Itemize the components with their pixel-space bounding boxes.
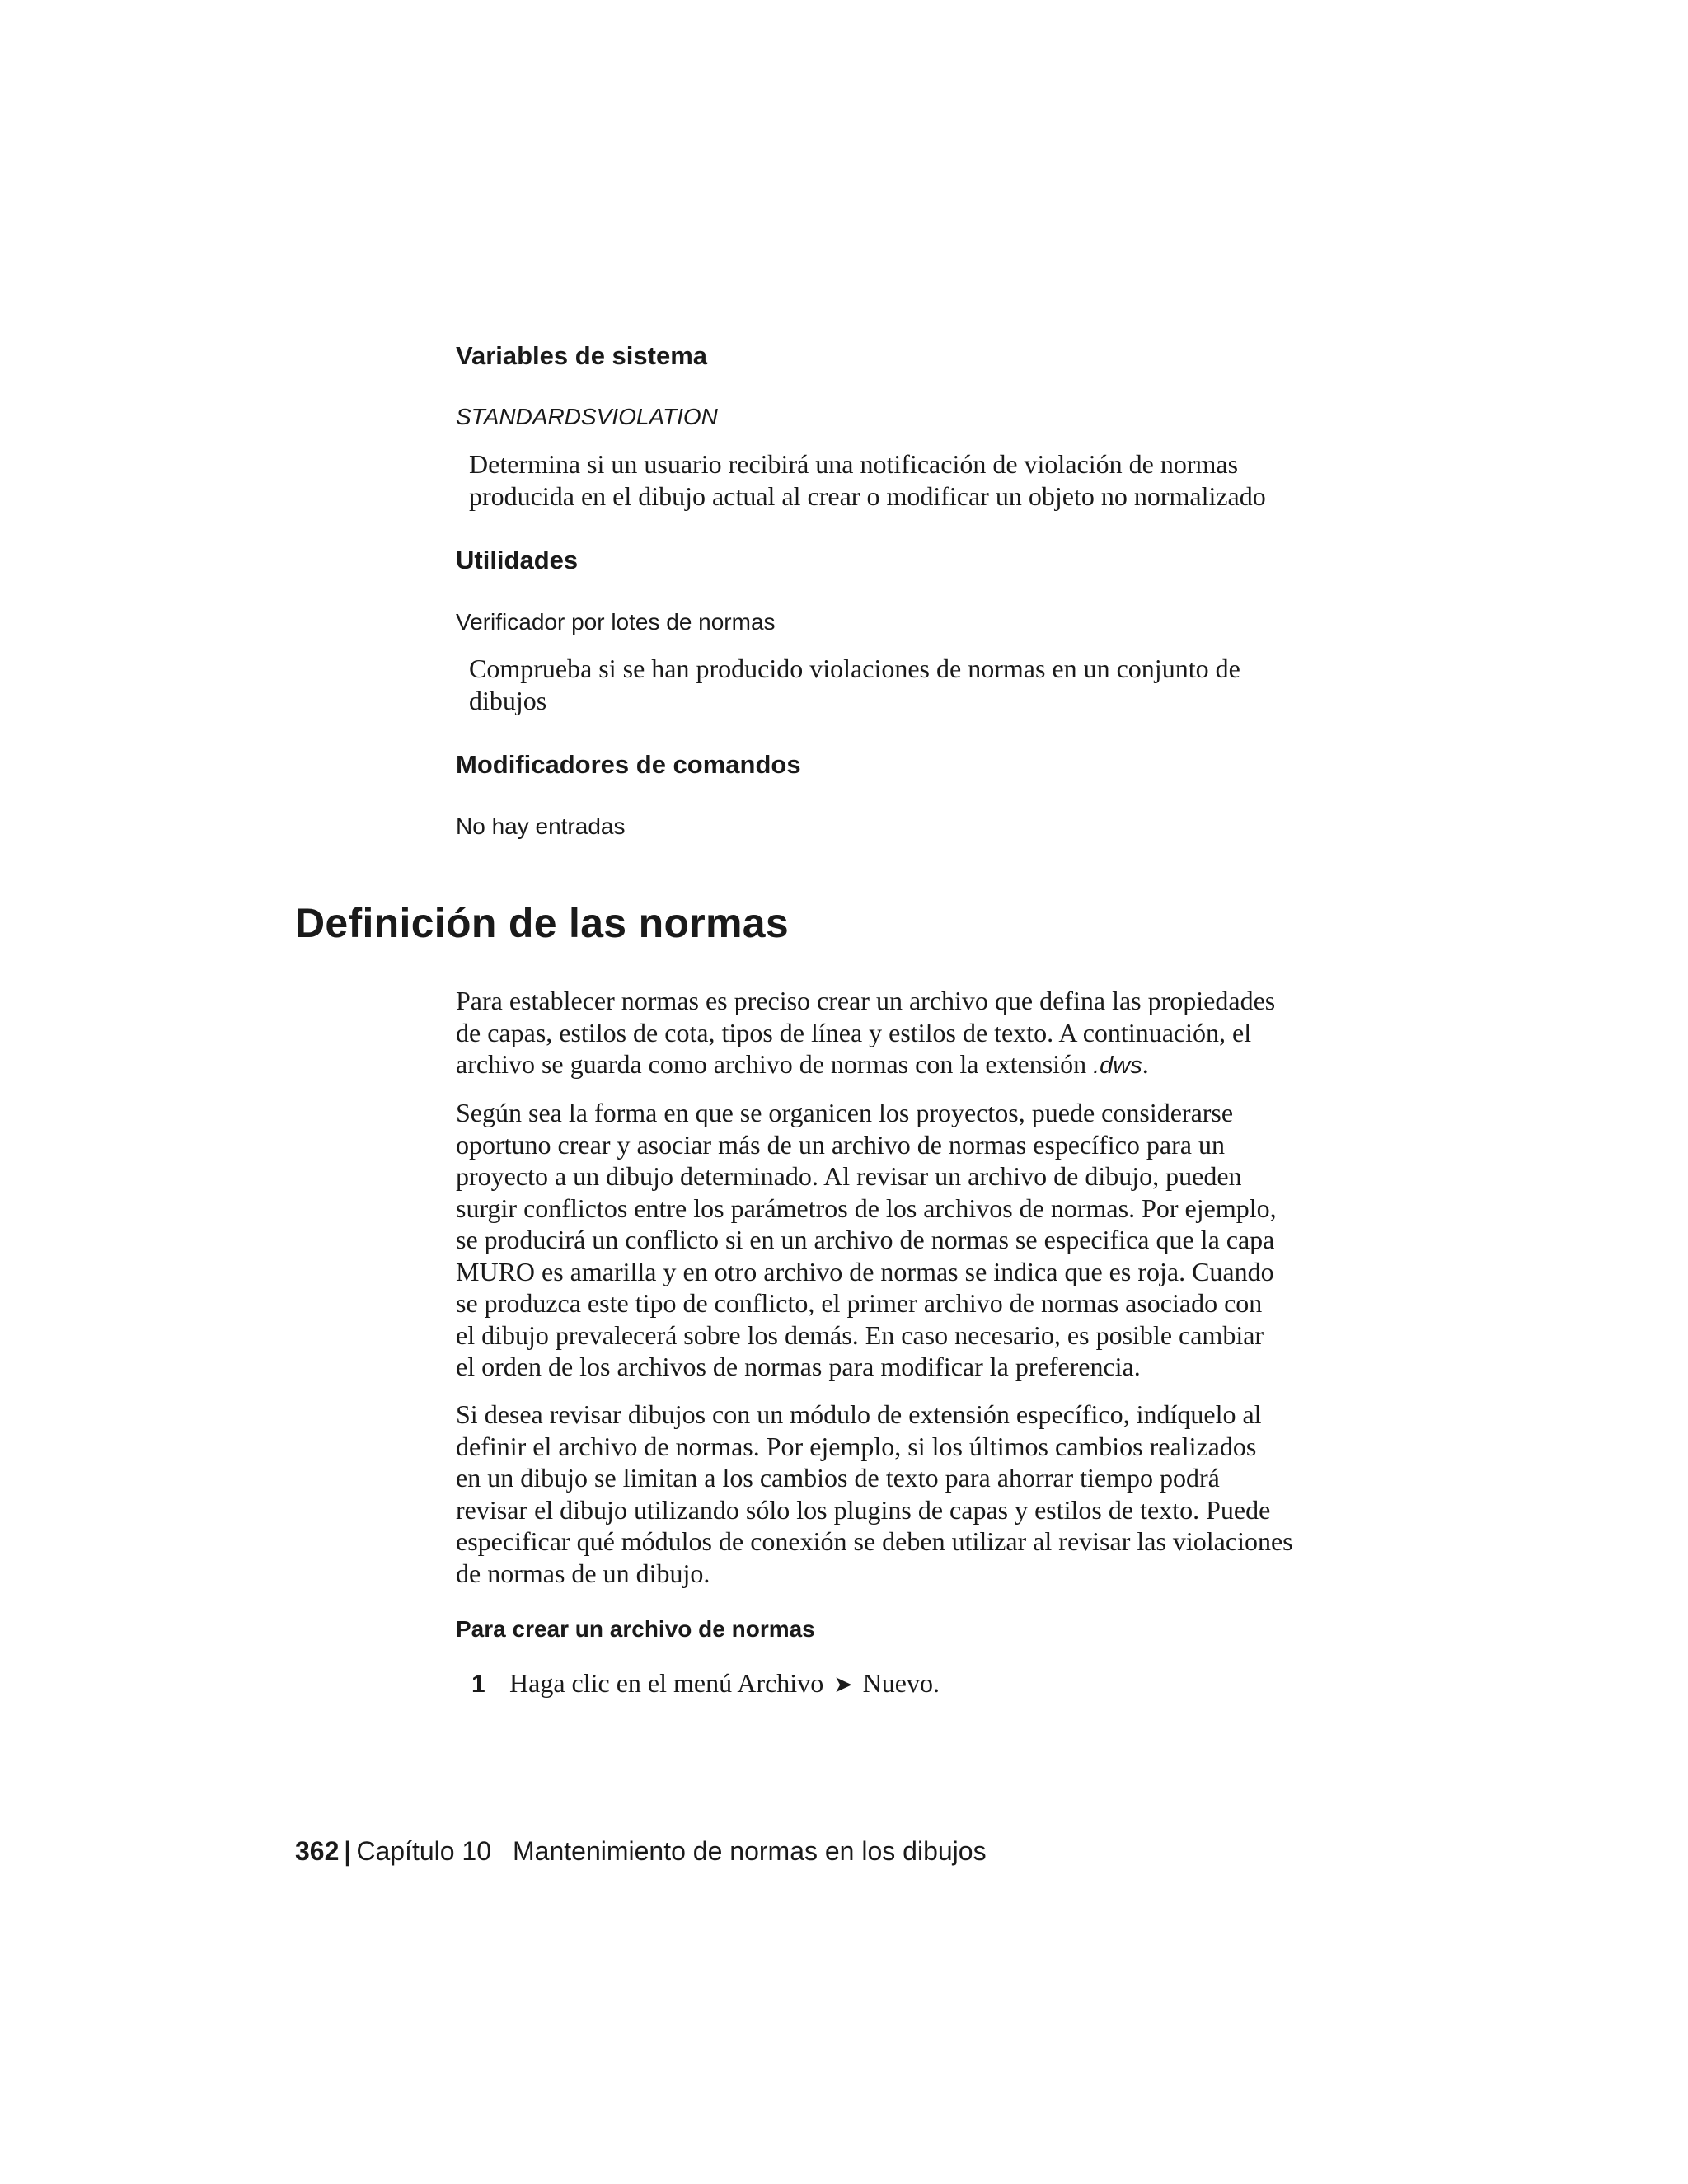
paragraph-1 xyxy=(456,985,1346,1082)
chapter-label: Capítulo 10 xyxy=(356,1836,492,1866)
command-modifiers-block xyxy=(456,748,1346,781)
paragraph-line: especificar qué módulos de conexión se deben utilizar al revisar las violaciones xyxy=(456,1526,1293,1556)
system-variable-name: STANDARDSVIOLATION xyxy=(456,404,718,429)
system-variables-heading: Variables de sistema xyxy=(456,341,708,370)
paragraph-line: de capas, estilos de cota, tipos de línea y estilos de texto. A continuación, el xyxy=(456,1017,1252,1047)
utilities-heading: Utilidades xyxy=(456,546,579,574)
paragraph-line: revisar el dibujo utilizando sólo los plugins de capas y estilos de texto. Puede xyxy=(456,1494,1271,1525)
paragraph-line: el orden de los archivos de normas para modificar la preferencia. xyxy=(456,1352,1141,1381)
system-variables-block xyxy=(456,340,1346,373)
paragraph-text: . xyxy=(1142,1049,1149,1079)
paragraph-line: se produzca este tipo de conflicto, el primer archivo de normas asociado con xyxy=(456,1288,1263,1318)
section-heading: Definición de las normas xyxy=(295,900,790,946)
step-text: Haga clic en el menú Archivo xyxy=(509,1668,824,1698)
system-variable-description xyxy=(469,448,1351,512)
step-text: Nuevo. xyxy=(862,1668,940,1698)
procedure-title: Para crear un archivo de normas xyxy=(456,1616,815,1642)
paragraph-line: oportuno crear y asociar más de un archivo de normas específico para un xyxy=(456,1129,1225,1160)
description-line: Determina si un usuario recibirá una notificación de violación de normas xyxy=(469,449,1239,479)
paragraph-line xyxy=(456,1048,1346,1082)
footer-separator: | xyxy=(344,1836,352,1866)
file-extension: .dws xyxy=(1093,1052,1142,1079)
procedure-steps xyxy=(471,1666,1345,1701)
page-footer xyxy=(295,1835,987,1868)
paragraph-line: MURO es amarilla y en otro archivo de normas se indica que es roja. Cuando xyxy=(456,1256,1274,1286)
paragraph-3 xyxy=(456,1399,1346,1589)
chapter-title: Mantenimiento de normas en los dibujos xyxy=(513,1836,987,1866)
page-number: 362 xyxy=(295,1836,340,1866)
paragraph-line: se producirá un conflicto si en un archivo de normas se especifica que la capa xyxy=(456,1225,1275,1254)
paragraph-line: proyecto a un dibujo determinado. Al revisar un archivo de dibujo, pueden xyxy=(456,1161,1242,1191)
main-section-header xyxy=(295,898,1367,948)
paragraph-text: archivo se guarda como archivo de normas con la extensión xyxy=(456,1049,1094,1079)
paragraph-line: de normas de un dibujo. xyxy=(456,1558,710,1588)
step-number: 1 xyxy=(471,1671,485,1698)
paragraph-line: Para establecer normas es preciso crear un archivo que defina las propiedades xyxy=(456,986,1276,1015)
paragraph-line: definir el archivo de normas. Por ejemplo, si los últimos cambios realizados xyxy=(456,1431,1257,1461)
command-modifiers-text: No hay entradas xyxy=(456,813,626,839)
paragraph-line: Según sea la forma en que se organicen los proyectos, puede considerarse xyxy=(456,1098,1234,1127)
procedure-step xyxy=(471,1666,1345,1701)
utility-entry xyxy=(456,607,1346,638)
paragraph-line: en un dibujo se limitan a los cambios de texto para ahorrar tiempo podrá xyxy=(456,1463,1220,1493)
procedure-block xyxy=(456,1614,1346,1645)
command-modifiers-heading: Modificadores de comandos xyxy=(456,750,801,779)
description-line: Comprueba si se han producido violaciones de normas en un conjunto de xyxy=(469,654,1240,683)
description-line: producida en el dibujo actual al crear o modificar un objeto no normalizado xyxy=(469,480,1266,511)
system-variable-entry xyxy=(456,401,1346,433)
utility-name: Verificador por lotes de normas xyxy=(456,609,776,635)
paragraph-line: surgir conflictos entre los parámetros de los archivos de normas. Por ejemplo, xyxy=(456,1193,1277,1223)
paragraph-line: Si desea revisar dibujos con un módulo de extensión específico, indíquelo al xyxy=(456,1399,1262,1429)
command-modifiers-entry xyxy=(456,811,1346,842)
description-line: dibujos xyxy=(469,685,547,715)
menu-arrow-icon: ➤ xyxy=(833,1671,853,1698)
utility-description xyxy=(469,653,1351,716)
utilities-block xyxy=(456,544,1346,577)
paragraph-2 xyxy=(456,1097,1346,1383)
paragraph-line: el dibujo prevalecerá sobre los demás. En caso necesario, es posible cambiar xyxy=(456,1319,1264,1350)
